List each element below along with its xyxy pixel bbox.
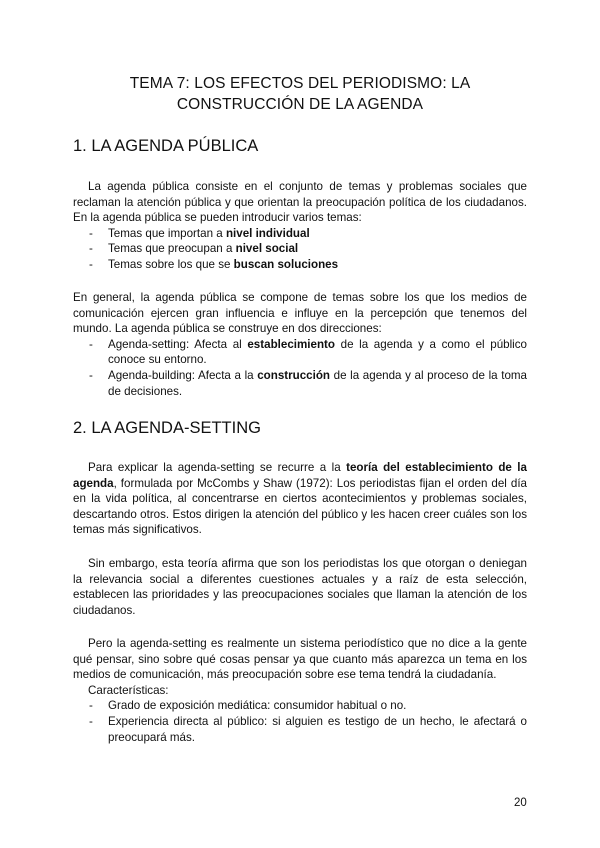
section-1-topic-list: [73, 226, 527, 273]
list-item: [73, 368, 527, 399]
title-line-2: CONSTRUCCIÓN DE LA AGENDA: [176, 96, 424, 113]
section-2-para-1-block: [73, 460, 527, 538]
section-1-direction-list: [73, 337, 527, 399]
list-item-text: Agenda-building: Afecta a la: [108, 368, 258, 382]
section-2-para-3-block: [73, 636, 527, 745]
list-item-text-after: de la agenda y a como el público conoce su entorno.: [108, 337, 527, 367]
list-item: [73, 226, 527, 242]
section-1-intro-block: [73, 179, 527, 273]
para-text-after: , formulada por McCombs y Shaw (1972): Los periodistas fijan el orden del día en la vida política, al concentrarse en ciertos acontecimientos y problemas sociales, descartando otros. Estos dirigen la atención del público y les hacen creer cuáles son los temas más significativos.: [73, 476, 527, 537]
section-2-para-2-block: [73, 556, 527, 618]
section-2-para-1: [73, 460, 527, 538]
section-1-intro: La agenda pública consiste en el conjunto de temas y problemas sociales que reclaman la atención pública y que orientan la preocupación política de los ciudadanos. En la agenda pública se pueden introducir varios temas:: [73, 180, 527, 225]
list-item-text: Temas que importan a: [108, 226, 226, 240]
list-item-text: Agenda-setting: Afecta al: [108, 337, 248, 351]
list-item-bold: buscan soluciones: [233, 257, 339, 271]
section-2-para-3: Pero la agenda-setting es realmente un sistema periodístico que no dice a la gente qué pensar, sino sobre qué cosas pensar ya que cuanto más aparezca un tema en los medios de comunicación, más preocupación sobre ese tema tendrá la ciudadanía.: [73, 637, 527, 682]
document-title: [73, 73, 527, 115]
list-item-text-after: de la agenda y al proceso de la toma de decisiones.: [108, 368, 527, 398]
title-line-1: TEMA 7: LOS EFECTOS DEL PERIODISMO: LA: [129, 75, 471, 92]
list-item-text: Temas que preocupan a: [108, 242, 236, 256]
list-item-bold: establecimiento: [247, 337, 335, 351]
list-item-bold: construcción: [257, 368, 331, 382]
section-2-para-2: Sin embargo, esta teoría afirma que son los periodistas los que otorgan o deniegan la relevancia social a diferentes cuestiones actuales y a raíz de esta selección, establecen las prioridades y las preocupaciones sociales que llaman la atención de los ciudadanos.: [73, 557, 527, 617]
section-1-para-2-block: [73, 290, 527, 399]
section-2-heading: 2. LA AGENDA-SETTING: [73, 419, 261, 437]
characteristics-list: [73, 698, 527, 745]
characteristics-label: Características:: [88, 683, 169, 697]
list-item: - Grado de exposición mediática: consumidor habitual o no.: [73, 698, 527, 714]
list-item: [73, 257, 527, 273]
list-item: [73, 241, 527, 257]
list-item-text: Temas sobre los que se: [108, 257, 234, 271]
section-1-para-2: En general, la agenda pública se compone de temas sobre los que los medios de comunicación ejercen gran influencia e influye en la percepción que tenemos del mundo. La agenda pública se construye en dos direcciones:: [73, 291, 527, 336]
list-item: [73, 337, 527, 368]
para-bold: teoría del establecimiento de la agenda: [73, 461, 527, 490]
page-number: 20: [514, 797, 527, 809]
para-text: Para explicar la agenda-setting se recurre a la: [88, 461, 347, 474]
list-item-bold: nivel social: [235, 242, 299, 256]
list-item-bold: nivel individual: [225, 226, 310, 240]
section-1-heading: 1. LA AGENDA PÚBLICA: [73, 137, 259, 155]
list-item: - Experiencia directa al público: si alguien es testigo de un hecho, le afectará o preocupará más.: [73, 714, 527, 745]
